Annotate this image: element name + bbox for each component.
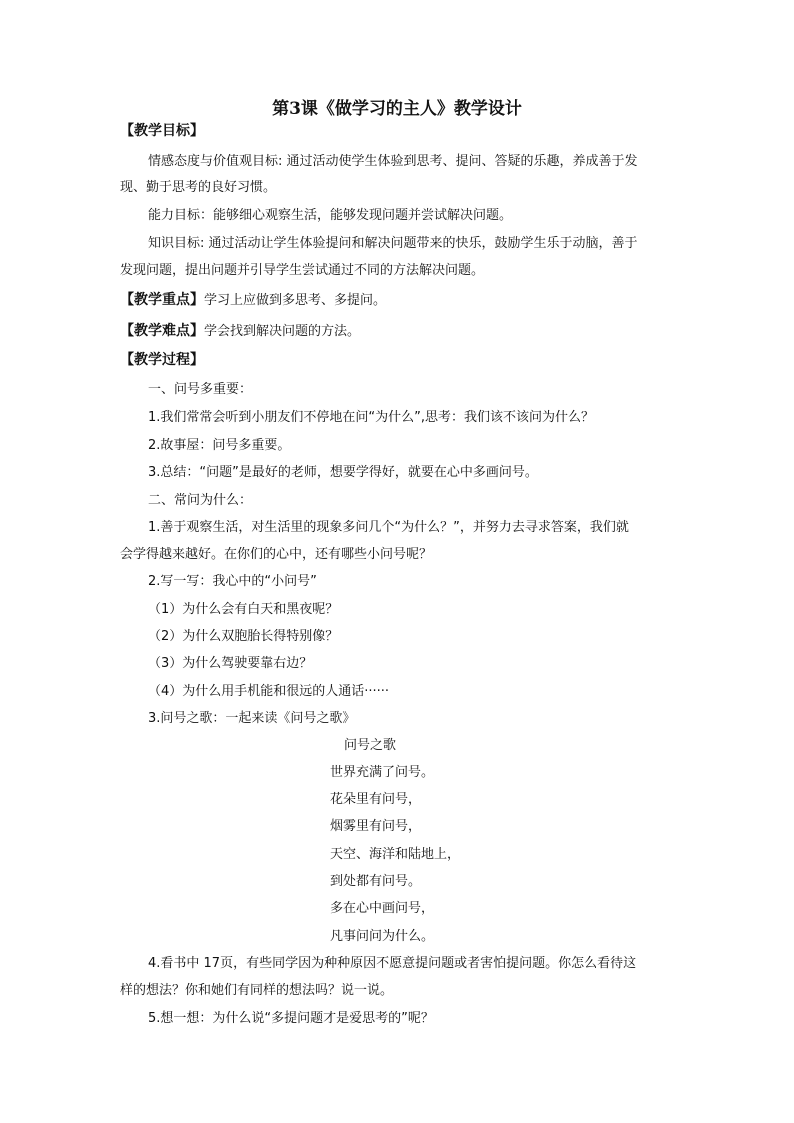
ability-objective: 能力目标：能够细心观察生活，能够发现问题并尝试解决问题。 [148, 208, 513, 223]
question-1: （1）为什么会有白天和黑夜呢？ [148, 602, 339, 617]
poem-line: 凡事问问为什么。 [330, 929, 435, 944]
difficulty-text: 学会找到解决问题的方法。 [204, 324, 361, 339]
knowledge-objective-line-2: 发现问题，提出问题并引导学生尝试通过不同的方法解决问题。 [120, 263, 485, 278]
part2-title: 二、常问为什么： [148, 493, 253, 508]
question-4: （4）为什么用手机能和很远的人通话······ [148, 684, 390, 699]
poem-line: 烟雾里有问号， [330, 819, 422, 834]
poem-line: 多在心中画问号， [330, 901, 435, 916]
part2-item-2: 2.写一写：我心中的“小问号” [148, 574, 317, 589]
part1-item-1: 1.我们常常会听到小朋友们不停地在问“为什么”,思考：我们该不该问为什么？ [148, 410, 595, 425]
part2-item-3: 3.问号之歌：一起来读《问号之歌》 [148, 711, 356, 726]
part2-item-4-line-2: 样的想法？你和她们有同样的想法吗？说一说。 [120, 983, 394, 998]
part1-item-3: 3.总结：“问题”是最好的老师，想要学得好，就要在心中多画问号。 [148, 465, 538, 480]
part1-item-2: 2.故事屋：问号多重要。 [148, 438, 291, 453]
question-3: （3）为什么驾驶要靠右边？ [148, 656, 313, 671]
key-point-text: 学习上应做到多思考、多提问。 [204, 293, 387, 308]
knowledge-objective-line-1: 知识目标: 通过活动让学生体验提问和解决问题带来的快乐，鼓励学生乐于动脑，善于 [148, 236, 638, 251]
emotion-objective-line-1: 情感态度与价值观目标: 通过活动使学生体验到思考、提问、答疑的乐趣，养成善于发 [148, 154, 638, 169]
part2-item-5: 5.想一想：为什么说“多提问题才是爱思考的”呢？ [148, 1011, 434, 1026]
process-heading: 【教学过程】 [120, 352, 204, 368]
part2-item-1-line-2: 会学得越来越好。在你们的心中，还有哪些小问号呢？ [120, 547, 433, 562]
part1-title: 一、问号多重要： [148, 382, 253, 397]
poem-title: 问号之歌 [344, 738, 397, 753]
poem-line: 天空、海洋和陆地上， [330, 847, 461, 862]
poem-line: 花朵里有问号， [330, 792, 422, 807]
key-point-paragraph [120, 290, 386, 311]
emotion-objective-line-2: 现、勤于思考的良好习惯。 [120, 180, 277, 195]
difficulty-heading: 【教学难点】 [120, 323, 204, 339]
objectives-heading: 【教学目标】 [120, 123, 204, 139]
question-2: （2）为什么双胞胎长得特别像？ [148, 629, 339, 644]
document-title: 第3课《做学习的主人》教学设计 [272, 99, 522, 119]
key-point-heading: 【教学重点】 [120, 292, 204, 308]
poem-line: 到处都有问号。 [330, 874, 422, 889]
part2-item-1-line-1: 1.善于观察生活，对生活里的现象多问几个“为什么？”，并努力去寻求答案，我们就 [148, 520, 629, 535]
poem-line: 世界充满了问号。 [330, 765, 435, 780]
part2-item-4-line-1: 4.看书中 17页，有些同学因为种种原因不愿意提问题或者害怕提问题。你怎么看待这 [148, 956, 637, 971]
difficulty-paragraph [120, 321, 360, 342]
